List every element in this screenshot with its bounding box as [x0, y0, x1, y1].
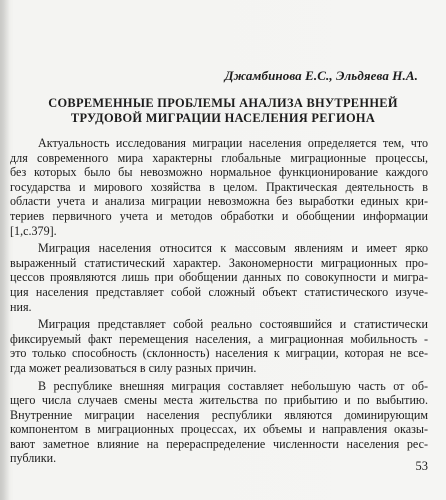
- paragraph-line: Актуальность исследования миграции населения определяется тем, что: [38, 136, 428, 150]
- paragraph: [10, 241, 428, 314]
- paragraph-line: фиксируемый факт перемещения населения, а миграционная мобильность -: [10, 331, 428, 346]
- paragraph: [10, 379, 428, 467]
- paragraph-line: териев первичного учета и методов обработки и обобщении информации: [10, 208, 428, 223]
- title-line: ТРУДОВОЙ МИГРАЦИИ НАСЕЛЕНИЯ РЕГИОНА: [70, 111, 376, 125]
- paragraph-line: щего числа случаев смены места жительства по прибытию и по выбытию.: [10, 393, 428, 408]
- paragraph-line: вают заметное влияние на перераспределение численности населения рес-: [10, 436, 428, 451]
- paragraph-line: области учета и анализа миграции невозможна без выработки единых кри-: [10, 194, 428, 209]
- binding-shadow: [0, 0, 10, 500]
- article-title: [20, 96, 426, 126]
- paragraph-line: ция населения представляет собой сложный объект статистического изуче-: [10, 284, 428, 299]
- paragraph-line: публики.: [10, 451, 57, 466]
- paragraph-line: компонентом в миграционных процессах, их объемы и направления оказы-: [10, 422, 428, 437]
- paragraph-line: В республике внешняя миграция составляет небольшую часть от об-: [38, 378, 428, 393]
- paragraph-line: Внутренние миграции населения республики являются доминирующим: [10, 407, 428, 422]
- paragraph-line: Миграция представляет собой реально состоявшийся и статистически: [38, 317, 428, 332]
- paragraph-line: цессов проявляются лишь при обобщении данных по совокупности и мигра-: [10, 270, 428, 285]
- title-line: СОВРЕМЕННЫЕ ПРОБЛЕМЫ АНАЛИЗА ВНУТРЕННЕЙ: [48, 96, 398, 110]
- paragraph-line: выраженный статистический характер. Закономерности миграционных про-: [10, 255, 428, 270]
- paragraph-line: ния.: [10, 299, 32, 314]
- paragraph-line: это только способность (склонность) населения к миграции, которая не все-: [10, 346, 428, 361]
- paragraph-line: Миграция населения относится к массовым явлениям и имеет ярко: [38, 241, 428, 256]
- paragraph-line: для современного мира характерны глобальные миграционные процессы,: [10, 150, 428, 165]
- paragraph: [10, 136, 428, 238]
- paragraph-line: государства и мирового хозяйства в целом. Практическая деятельность в: [10, 179, 428, 194]
- paragraph-line: [1,с.379].: [10, 223, 57, 238]
- authors-line: Джамбинова Е.С., Эльдяева Н.А.: [224, 68, 418, 83]
- paragraph-line: без которых было бы невозможно нормальное функционирование каждого: [10, 165, 428, 180]
- paragraph-line: гда может реализоваться в силу разных причин.: [10, 360, 257, 375]
- paragraph: [10, 317, 428, 375]
- article-body: [10, 136, 428, 469]
- page-number: 53: [415, 459, 428, 473]
